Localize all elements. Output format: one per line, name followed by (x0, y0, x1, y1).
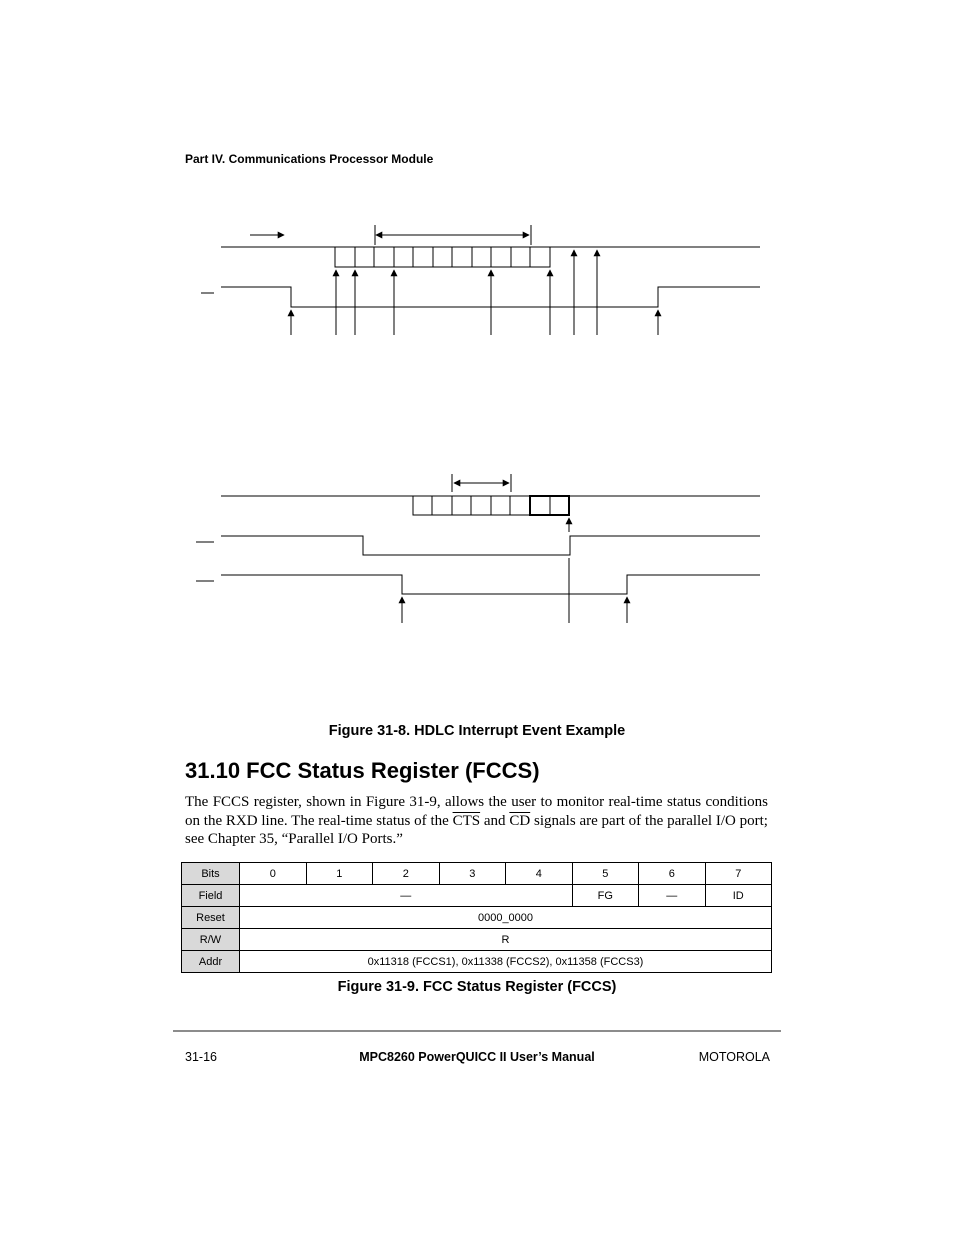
timing-diagram-receive (0, 470, 954, 630)
body-paragraph (185, 793, 768, 849)
row-label: Addr (182, 951, 240, 973)
field-reserved-2: — (639, 885, 706, 907)
bit-number: 3 (439, 863, 506, 885)
paragraph-text: The FCCS register, shown in Figure 31-9, allows the user to monitor real-time status conditions on the RXD line. The real-time status of the (185, 794, 768, 829)
bit-number: 4 (506, 863, 573, 885)
table-row-reset (182, 907, 772, 929)
figure-caption-fccs: Figure 31-9. FCC Status Register (FCCS) (337, 979, 617, 995)
table-row-field (182, 885, 772, 907)
row-label: Bits (182, 863, 240, 885)
table-row-addr (182, 951, 772, 973)
bit-number: 2 (373, 863, 440, 885)
cd-signal-name: $\overline{CD}$ (509, 812, 531, 829)
addr-value: 0x11318 (FCCS1), 0x11338 (FCCS2), 0x11358 (FCCS3) (240, 951, 772, 973)
page-number: 31-16 (185, 1050, 217, 1064)
row-label: R/W (182, 929, 240, 951)
running-header: Part IV. Communications Processor Module (185, 152, 434, 166)
section-title: 31.10 FCC Status Register (FCCS) (185, 758, 540, 783)
bit-number: 6 (639, 863, 706, 885)
bit-number: 0 (240, 863, 307, 885)
field-fg: FG (572, 885, 639, 907)
table-row-rw (182, 929, 772, 951)
footer-divider (173, 1030, 781, 1032)
timing-diagram-transmit (0, 215, 954, 340)
fccs-register-table (181, 862, 772, 973)
company-name: MOTOROLA (698, 1050, 770, 1064)
bit-number: 5 (572, 863, 639, 885)
paragraph-text: signals are part of the parallel I/O port; see Chapter 35, “Parallel I/O Ports.” (185, 812, 768, 847)
field-id: ID (705, 885, 772, 907)
paragraph-text: and (480, 812, 510, 829)
bit-number: 1 (306, 863, 373, 885)
table-row-bits (182, 863, 772, 885)
field-reserved: — (240, 885, 573, 907)
row-label: Field (182, 885, 240, 907)
manual-title: MPC8260 PowerQUICC II User’s Manual (359, 1050, 595, 1064)
rw-value: R (240, 929, 772, 951)
reset-value: 0000_0000 (240, 907, 772, 929)
row-label: Reset (182, 907, 240, 929)
bit-number: 7 (705, 863, 772, 885)
figure-caption-hdlc: Figure 31-8. HDLC Interrupt Event Example (328, 723, 626, 739)
cts-signal-name: $\overline{CTS}$ (452, 812, 481, 829)
